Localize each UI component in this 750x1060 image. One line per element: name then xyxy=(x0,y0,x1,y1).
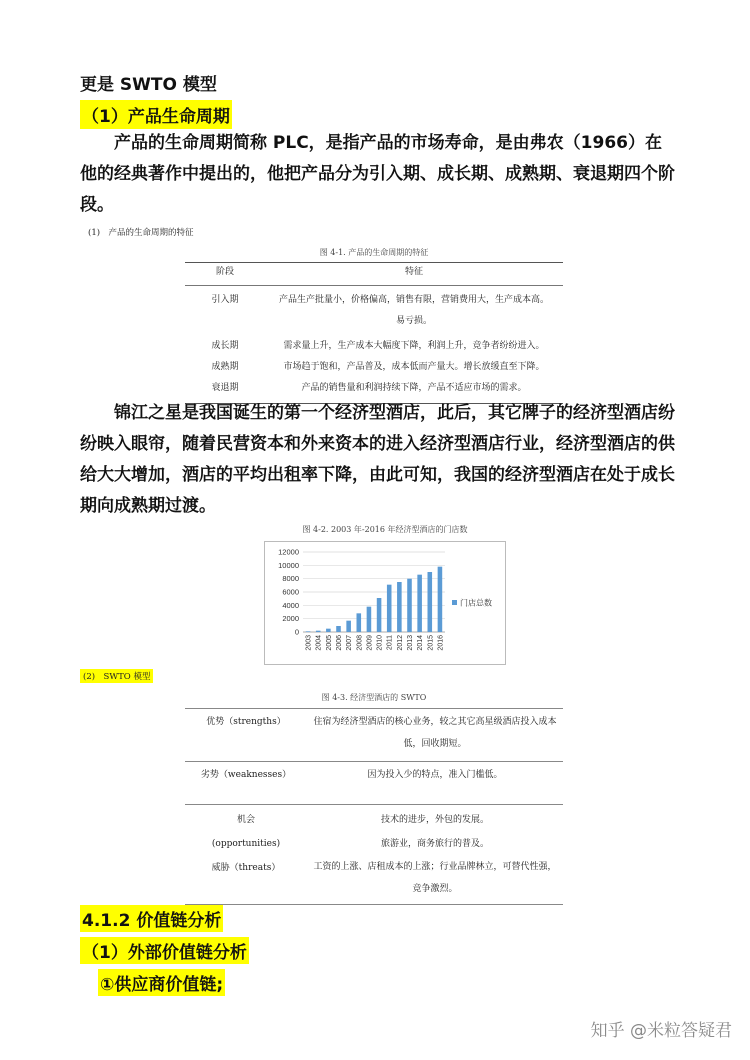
x-tick-label: 2006 xyxy=(336,635,343,651)
table-row xyxy=(185,336,563,357)
x-tick-label: 2005 xyxy=(325,635,333,651)
swto-text-cell: 旅游业，商务旅行的普及。 xyxy=(380,839,489,849)
swto-text-cell: 住宿为经济型酒店的核心业务，较之其它高星级酒店投入成本低，回收期短。 xyxy=(307,709,563,762)
bar xyxy=(438,567,443,632)
x-tick-label: 2010 xyxy=(376,635,384,651)
bar xyxy=(316,631,321,632)
bar xyxy=(346,621,351,632)
stage-cell: 成熟期 xyxy=(211,362,239,372)
swto-name-cell: 威胁（threats） xyxy=(185,856,307,905)
bar xyxy=(306,631,311,632)
bar xyxy=(387,585,392,632)
y-tick-label: 12000 xyxy=(278,547,299,557)
swto-name-cell: 劣势（weaknesses） xyxy=(185,762,307,805)
y-tick-label: 2000 xyxy=(282,614,299,624)
x-tick-label: 2015 xyxy=(427,635,435,651)
feature-cell: 产品的销售量和利润持续下降，产品不适应市场的需求。 xyxy=(301,383,527,393)
y-tick-label: 6000 xyxy=(282,587,299,597)
x-tick-label: 2012 xyxy=(396,635,404,651)
swto-name-cell: 优势（strengths） xyxy=(185,709,307,762)
feature-cell: 产品生产批量小，价格偏高，销售有限，营销费用大，生产成本高。易亏损。 xyxy=(278,295,549,326)
stage-cell: 成长期 xyxy=(211,341,239,351)
bar xyxy=(397,582,402,632)
chart-caption: 图 4-2. 2003 年-2016 年经济型酒店的门店数 xyxy=(302,525,468,534)
feature-cell: 需求量上升，生产成本大幅度下降，利润上升，竞争者纷纷进入。 xyxy=(283,341,545,351)
jinjiang-paragraph xyxy=(80,398,675,522)
legend-label: 门店总数 xyxy=(460,598,492,608)
legend-swatch xyxy=(452,600,457,605)
swto-text-cell: 技术的进步，外包的发展。 xyxy=(380,815,489,825)
x-tick-label: 2013 xyxy=(407,635,414,651)
table2-caption: 图 4-3. 经济型酒店的 SWTO xyxy=(321,693,427,702)
stage-cell: 衰退期 xyxy=(211,383,239,393)
bar xyxy=(377,598,382,632)
plc-feature-table xyxy=(185,262,563,404)
external-value-chain-heading: （1）外部价值链分析 xyxy=(80,937,249,964)
bar xyxy=(407,579,412,632)
x-tick-label: 2016 xyxy=(437,635,445,651)
stage-cell: 引入期 xyxy=(211,295,239,305)
swto-text-cell: 因为投入少的特点，准入门槛低。 xyxy=(307,762,563,805)
swto-name-cell: (opportunities) xyxy=(211,839,281,849)
y-tick-label: 0 xyxy=(294,627,299,637)
x-tick-label: 2003 xyxy=(305,635,313,651)
y-tick-label: 8000 xyxy=(282,574,299,584)
bar xyxy=(357,613,362,632)
plc-heading: （1）产品生命周期 xyxy=(80,100,232,129)
table-header-stage: 阶段 xyxy=(185,263,265,286)
table-header-feature: 特征 xyxy=(265,263,563,286)
main-heading: 更是 SWTO 模型 xyxy=(80,75,217,95)
y-tick-label: 10000 xyxy=(278,560,299,570)
swto-table xyxy=(185,708,563,905)
plc-paragraph xyxy=(80,128,675,221)
table-row xyxy=(185,832,563,856)
swto-subsection-label: (2) SWTO 模型 xyxy=(80,669,153,683)
swto-text-cell: 工资的上涨、店租成本的上涨；行业品牌林立，可替代性强，竞争激烈。 xyxy=(307,856,563,905)
supplier-value-chain-heading: ①供应商价值链; xyxy=(98,969,225,996)
table-row xyxy=(185,805,563,833)
plc-paragraph-text: 产品的生命周期简称 PLC，是指产品的市场寿命，是由弗农（1966）在他的经典著作中提出的，他把产品分为引入期、成长期、成熟期、衰退期四个阶段。 xyxy=(80,133,675,215)
y-tick-label: 4000 xyxy=(282,600,299,610)
x-tick-label: 2011 xyxy=(386,635,394,651)
table1-caption: 图 4-1. 产品的生命周期的特征 xyxy=(319,248,429,257)
table-row xyxy=(185,286,563,337)
swto-name-cell: 机会 xyxy=(236,815,255,825)
feature-cell: 市场趋于饱和，产品普及，成本低而产量大。增长放缓直至下降。 xyxy=(283,362,545,372)
plc-subsection-label: (1) 产品的生命周期的特征 xyxy=(88,228,194,238)
value-chain-heading: 4.1.2 价值链分析 xyxy=(80,905,223,932)
bar xyxy=(428,572,433,632)
x-tick-label: 2004 xyxy=(315,635,323,651)
chart-svg xyxy=(265,542,505,664)
x-tick-label: 2007 xyxy=(346,635,354,651)
bar xyxy=(417,575,422,632)
x-tick-label: 2009 xyxy=(366,635,374,651)
table-row xyxy=(185,709,563,762)
bar xyxy=(326,629,331,632)
table-row xyxy=(185,357,563,378)
table-row xyxy=(185,856,563,905)
jinjiang-paragraph-text: 锦江之星是我国诞生的第一个经济型酒店，此后，其它牌子的经济型酒店纷纷映入眼帘，随着民营资本和外来资本的进入经济型酒店行业，经济型酒店的供给大大增加，酒店的平均出租率下降，由此可知，我国的经济型酒店在处于成长期向成熟期过渡。 xyxy=(80,403,675,516)
bar xyxy=(367,607,372,632)
x-tick-label: 2014 xyxy=(417,635,425,651)
x-tick-label: 2008 xyxy=(356,635,364,651)
watermark: 知乎 @米粒答疑君 xyxy=(590,1021,732,1041)
store-count-chart xyxy=(264,541,506,665)
table-header-row xyxy=(185,263,563,286)
bar xyxy=(336,626,341,632)
table-row xyxy=(185,762,563,805)
